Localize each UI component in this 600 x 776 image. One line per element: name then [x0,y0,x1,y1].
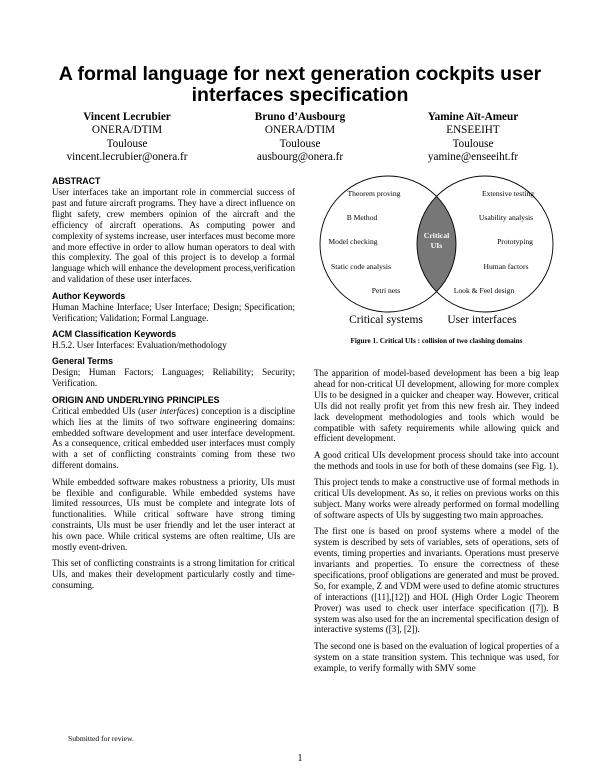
venn-center-label: Critical [423,231,450,240]
author-affiliation: ENSEEIHT [446,124,500,137]
author-name: Vincent Lecrubier [83,111,171,123]
right-column [314,368,559,679]
text-run: Critical embedded UIs ( [52,405,142,416]
paper-title: A formal language for next generation cockpits user interfaces specification [58,63,542,106]
venn-item: Look & Feel design [453,286,515,295]
abstract-heading: ABSTRACT [52,176,101,186]
left-column [52,176,295,597]
venn-item: Prototyping [497,237,533,246]
author-name: Bruno d’Ausbourg [254,111,346,123]
venn-label-right: User interfaces [447,314,517,326]
venn-item: Extensive testing [481,189,535,198]
emphasis-text: user interfaces [141,405,196,416]
body-paragraph: The first one is based on proof systems where a model of the system is described by sets of variables, sets of operations, sets of events, timing properties and invariants. Operations must preserve invariants and properties. To ensure the correctness of these specifications, proof obligations are generated and must be proved. So, for example, Z and VDM were used to define atomic structures of interactions ([11],[12]) and HOL (High Order Logic Theorem Prover) was used to check user interface specification ([7]). B system was also used for the an incremental specification design of interactive systems ([3], [2]). [314,526,559,635]
author-email: ausbourg@onera.fr [256,151,344,164]
author-name: Yamine Aït-Ameur [427,111,519,123]
author-email: vincent.lecrubier@onera.fr [66,151,188,164]
author-city: Toulouse [452,137,494,150]
body-paragraph: The second one is based on the evaluation of logical properties of a system on a state transition system. This technique was used, for example, to verify formally with SMV some [314,640,559,673]
author-email: yamine@enseeiht.fr [427,151,519,164]
author-affiliation: ONERA/DTIM [264,124,336,137]
text-run: ) conception is a discipline which lies at the limits of two software engineering domains: embedded software development and user interface development. As a consequence, critical embedded user interfaces must comply with a set of conflicting constraints coming from these two different domains. [52,405,295,471]
footnote: Submitted for review. [68,734,134,743]
author-block-2 [225,111,375,165]
venn-item: Static code analysis [331,262,391,271]
author-block-1 [52,111,202,165]
body-paragraph: This project tends to make a constructive use of formal methods in critical UIs development. As so, it relies on previous works on this subject. Many works were already performed on formal modelling of software aspects of UIs by suggesting two main approaches. [314,477,559,520]
body-paragraph: While embedded software makes robustness a priority, UIs must be flexible and configurable. While embedded systems have limited ressources, UIs must be complete and integrate lots of functionalities. While critical software have strong timing constraints, UIs must be user friendly and let the user interact at his own pace. While critical systems are often realtime, UIs are mostly event-driven. [52,476,295,553]
author-affiliation: ONERA/DTIM [91,124,163,137]
body-paragraph: This set of conflicting constraints is a strong limitation for critical UIs, and makes their development particularly costly and time-consuming. [52,558,295,591]
venn-center-label: UIs [430,241,443,250]
acm-text: H.5.2. User Interfaces: Evaluation/methodology [52,339,227,350]
venn-item: Human factors [483,262,529,271]
body-paragraph: The apparition of model-based development has been a big leap ahead for non-critical UI development, allowing for more complex UIs to be designed in a quicker and cheaper way. However, critical UIs did not really profit yet from this new fresh air. They indeed lack development methodologies and tools which would be compatible with safety requirements while allowing quick and efficient development. [314,368,559,444]
venn-item: Model checking [328,237,378,246]
section-heading: ORIGIN AND UNDERLYING PRINCIPLES [52,394,220,405]
terms-text: Design; Human Factors; Languages; Reliability; Security; Verification. [52,367,295,389]
author-city: Toulouse [106,137,148,150]
venn-item: B Method [346,213,378,222]
venn-item: Petri nets [371,286,401,295]
venn-label-left: Critical systems [349,314,423,326]
body-paragraph [52,406,295,471]
acm-heading: ACM Classification Keywords [52,328,177,339]
author-city: Toulouse [279,137,321,150]
keywords-text: Human Machine Interface; User Interface; Design; Specification; Verification; Validation; Formal Language. [52,301,295,323]
venn-diagram [314,172,559,337]
keywords-heading: Author Keywords [52,290,126,301]
venn-item: Theorem proving [347,189,401,198]
abstract-text: User interfaces take an important role in commercial success of past and future aircraft programs. They have a direct influence on flight safety, crew members opinion of the aircraft and the efficiency of aircraft operations. As computing power and complexity of systems increase, user interfaces must become more and more effective in order to allow human operators to deal with this complexity. The goal of this project is to develop a formal language which will enhance the development process,verification and validation of these user interfaces. [52,187,295,285]
author-block-3 [398,111,548,165]
page-number: 1 [297,753,303,764]
figure-caption: Figure 1. Critical UIs : collision of two clashing domains [350,337,523,345]
body-paragraph: A good critical UIs development process should take into account the methods and tools in use for both of these domains (see Fig. 1). [314,449,559,471]
terms-heading: General Terms [52,356,113,367]
venn-item: Usability analysis [478,213,534,222]
